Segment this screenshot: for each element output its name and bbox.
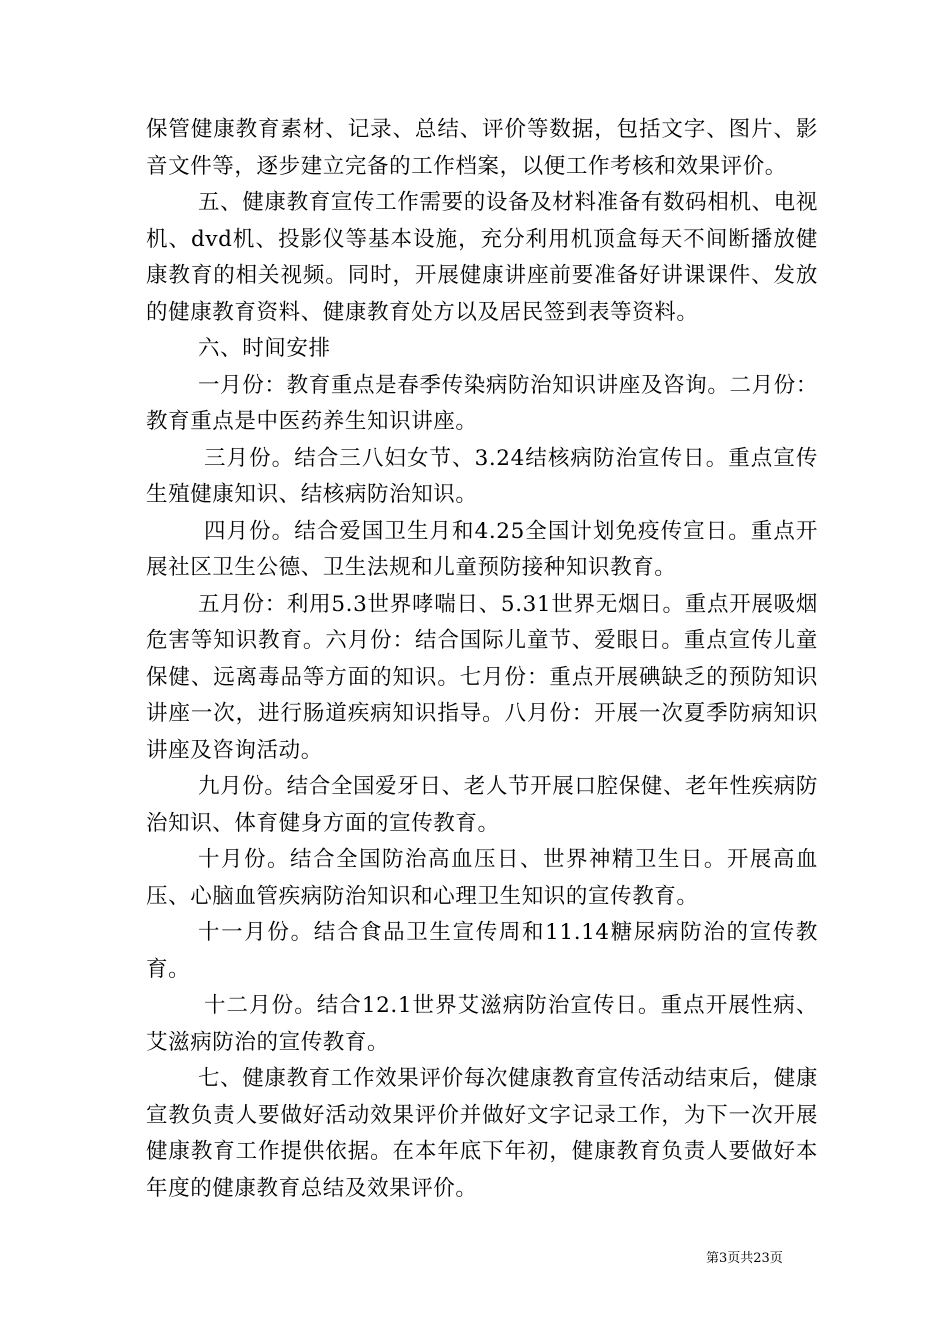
paragraph-december: 十二月份。结合12.1世界艾滋病防治宣传日。重点开展性病、艾滋病防治的宣传教育。 xyxy=(146,993,818,1055)
document-body xyxy=(146,112,818,1207)
section-heading-schedule: 六、时间安排 xyxy=(198,336,331,361)
paragraph-may-to-august: 五月份：利用5.3世界哮喘日、5.31世界无烟日。重点开展吸烟危害等知识教育。六月份：结合国际儿童节、爱眼日。重点宣传儿童保健、远离毒品等方面的知识。七月份：重点开展碘缺乏的预防知识讲座一次，进行肠道疾病知识指导。八月份：开展一次夏季防病知识讲座及咨询活动。 xyxy=(146,591,818,763)
paragraph-section-seven-evaluation: 七、健康教育工作效果评价每次健康教育宣传活动结束后，健康宣教负责人要做好活动效果评价并做好文字记录工作，为下一次开展健康教育工作提供依据。在本年底下年初，健康教育负责人要做好本年度的健康教育总结及效果评价。 xyxy=(146,1066,818,1201)
paragraph-archive-management: 保管健康教育素材、记录、总结、评价等数据，包括文字、图片、影音文件等，逐步建立完备的工作档案，以便工作考核和效果评价。 xyxy=(146,117,818,179)
paragraph-section-five-equipment: 五、健康教育宣传工作需要的设备及材料准备有数码相机、电视机、dvd机、投影仪等基本设施，充分利用机顶盒每天不间断播放健康教育的相关视频。同时，开展健康讲座前要准备好讲课课件、发放的健康教育资料、健康教育处方以及居民签到表等资料。 xyxy=(146,190,818,325)
paragraph-march: 三月份。结合三八妇女节、3.24结核病防治宣传日。重点宣传生殖健康知识、结核病防治知识。 xyxy=(146,445,818,507)
paragraph-november: 十一月份。结合食品卫生宣传周和11.14糖尿病防治的宣传教育。 xyxy=(146,920,818,982)
paragraph-january-february: 一月份：教育重点是春季传染病防治知识讲座及咨询。二月份：教育重点是中医药养生知识讲座。 xyxy=(146,372,818,434)
page-number-footer: 第3页共23页 xyxy=(706,1251,783,1266)
paragraph-september: 九月份。结合全国爱牙日、老人节开展口腔保健、老年性疾病防治知识、体育健身方面的宣传教育。 xyxy=(146,774,818,836)
paragraph-october: 十月份。结合全国防治高血压日、世界神精卫生日。开展高血压、心脑血管疾病防治知识和心理卫生知识的宣传教育。 xyxy=(146,847,818,909)
paragraph-april: 四月份。结合爱国卫生月和4.25全国计划免疫传宣日。重点开展社区卫生公德、卫生法规和儿童预防接种知识教育。 xyxy=(146,518,818,580)
